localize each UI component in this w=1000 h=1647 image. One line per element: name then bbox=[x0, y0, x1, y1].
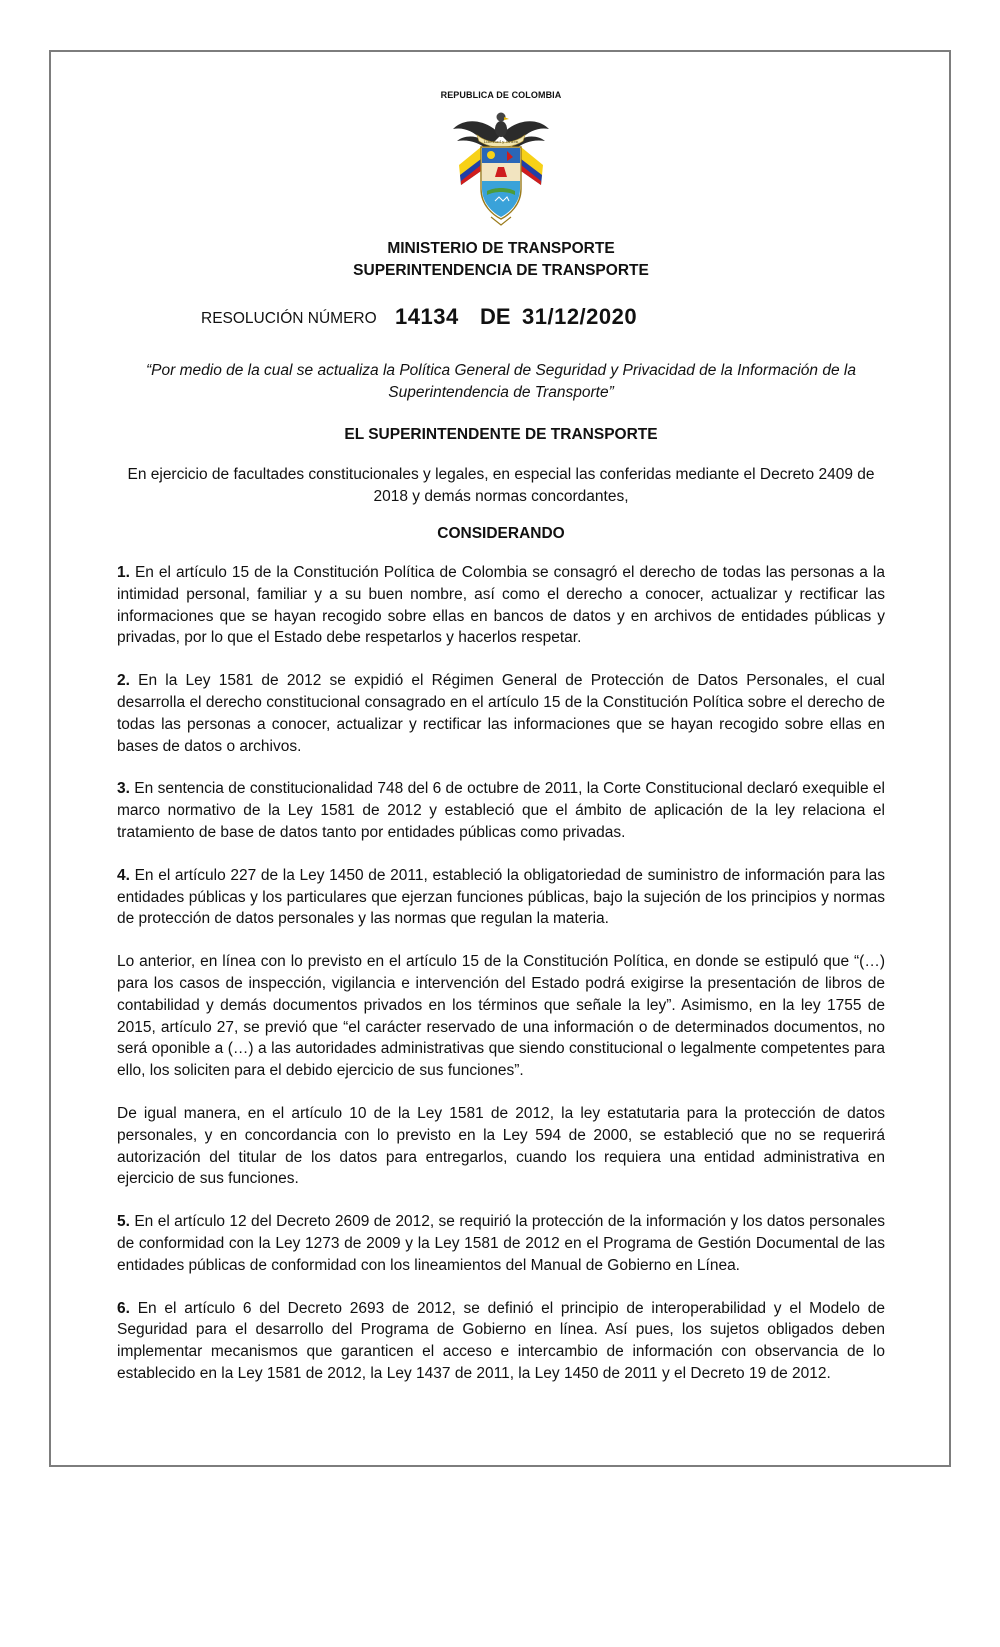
paragraph-number: 5. bbox=[117, 1213, 130, 1231]
considering-list bbox=[117, 562, 885, 1385]
colombia-coat-of-arms-icon bbox=[451, 105, 551, 228]
resolution-number: 14134 bbox=[395, 304, 459, 329]
paragraph-text: En el artículo 227 de la Ley 1450 de 2011, estableció la obligatoriedad de suministro de información para las entidades públicas y los particulares que ejerzan funciones públicas, bajo la sujeción de los principios y normas de protección de datos personales y las normas que regulan la materia. bbox=[117, 866, 885, 928]
paragraph-number: 2. bbox=[117, 672, 130, 690]
paragraph bbox=[117, 951, 885, 1082]
issuing-entity bbox=[117, 238, 885, 282]
faculty-statement: En ejercicio de facultades constitucionales y legales, en especial las conferidas mediante el Decreto 2409 de 2018 y demás normas concordantes, bbox=[127, 466, 875, 505]
paragraph bbox=[117, 865, 885, 930]
resolution-label: RESOLUCIÓN NÚMERO bbox=[201, 310, 377, 327]
resolution-line bbox=[117, 304, 885, 332]
considering-heading: CONSIDERANDO bbox=[437, 525, 565, 542]
paragraph bbox=[117, 1298, 885, 1385]
paragraph bbox=[117, 1103, 885, 1190]
superintendency-name: SUPERINTENDENCIA DE TRANSPORTE bbox=[353, 262, 649, 279]
paragraph bbox=[117, 670, 885, 757]
paragraph-text: De igual manera, en el artículo 10 de la Ley 1581 de 2012, la ley estatutaria para la protección de datos personales, y en concordancia con lo previsto en la Ley 594 de 2000, se estableció que no se requerirá autorización del titular de los datos para entregarlos, cuando los requiera una entidad administrativa en ejercicio de sus funciones. bbox=[117, 1104, 885, 1188]
paragraph-number: 3. bbox=[117, 780, 130, 798]
paragraph-text: En el artículo 15 de la Constitución Política de Colombia se consagró el derecho de todas las personas a la intimidad personal, familiar y a su buen nombre, así como el derecho a conocer, actualizar y rectificar las informaciones que se hayan recogido sobre ellas en bancos de datos y en archivos de entidades públicas y privadas, por lo que el Estado debe respetarlos y hacerlos respetar. bbox=[117, 564, 885, 647]
paragraph bbox=[117, 1211, 885, 1276]
ministry-name: MINISTERIO DE TRANSPORTE bbox=[387, 240, 615, 257]
motto-ribbon-text: Libertad y Orden bbox=[483, 139, 519, 144]
paragraph-text: En el artículo 12 del Decreto 2609 de 2012, se requirió la protección de la información y los datos personales de conformidad con la Ley 1273 de 2009 y la Ley 1581 de 2012 en el Programa de Gestión Documental de las entidades públicas de conformidad con los lineamientos del Manual de Gobierno en Línea. bbox=[117, 1213, 885, 1274]
resolution-subject: “Por medio de la cual se actualiza la Política General de Seguridad y Privacidad de la Información de la Superintendencia de Transporte” bbox=[146, 362, 856, 401]
paragraph-number: 4. bbox=[117, 866, 130, 884]
country-label: REPUBLICA DE COLOMBIA bbox=[440, 90, 562, 100]
paragraph-number: 1. bbox=[117, 564, 130, 581]
paragraph bbox=[117, 562, 885, 649]
resolution-date: 31/12/2020 bbox=[522, 304, 638, 329]
issuer-title: EL SUPERINTENDENTE DE TRANSPORTE bbox=[344, 426, 658, 443]
paragraph-text: En el artículo 6 del Decreto 2693 de 2012, se definió el principio de interoperabilidad y el Modelo de Seguridad para el desarrollo del Programa de Gobierno en línea. Así pues, los sujetos obligados deben implementar mecanismos que garanticen el acceso e intercambio de información con observancia de lo establecido en la Ley 1581 de 2012, la Ley 1437 de 2011, la Ley 1450 de 2011 y el Decreto 19 de 2012. bbox=[117, 1299, 885, 1382]
document-body bbox=[117, 90, 885, 1406]
paragraph-number: 6. bbox=[117, 1299, 130, 1317]
resolution-de: DE bbox=[480, 304, 511, 329]
paragraph-text: En la Ley 1581 de 2012 se expidió el Régimen General de Protección de Datos Personales, el cual desarrolla el derecho constitucional consagrado en el artículo 15 de la Constitución Política sobre el derecho de todas las personas a conocer, actualizar y rectificar las informaciones que se hayan recogido sobre ellas en bases de datos o archivos. bbox=[117, 672, 885, 755]
paragraph-text: En sentencia de constitucionalidad 748 del 6 de octubre de 2011, la Corte Constitucional declaró exequible el marco normativo de la Ley 1581 de 2012 y estableció que el ámbito de aplicación de la ley relaciona el tratamiento de base de datos tanto por entidades públicas como privadas. bbox=[117, 780, 885, 841]
paragraph-text: Lo anterior, en línea con lo previsto en el artículo 15 de la Constitución Política, en donde se estipuló que “(…) para los casos de inspección, vigilancia e intervención del Estado podrá exigirse la presentación de libros de contabilidad y demás documentos privados en los términos que señale la ley”. Asimismo, en la ley 1755 de 2015, artículo 27, se previó que “el carácter reservado de una información o de determinados documentos, no será oponible a (…) a las autoridades administrativas que siendo constitucional o legalmente competentes para ello, los soliciten para el debido ejercicio de sus funciones”. bbox=[117, 953, 885, 1080]
paragraph bbox=[117, 778, 885, 843]
